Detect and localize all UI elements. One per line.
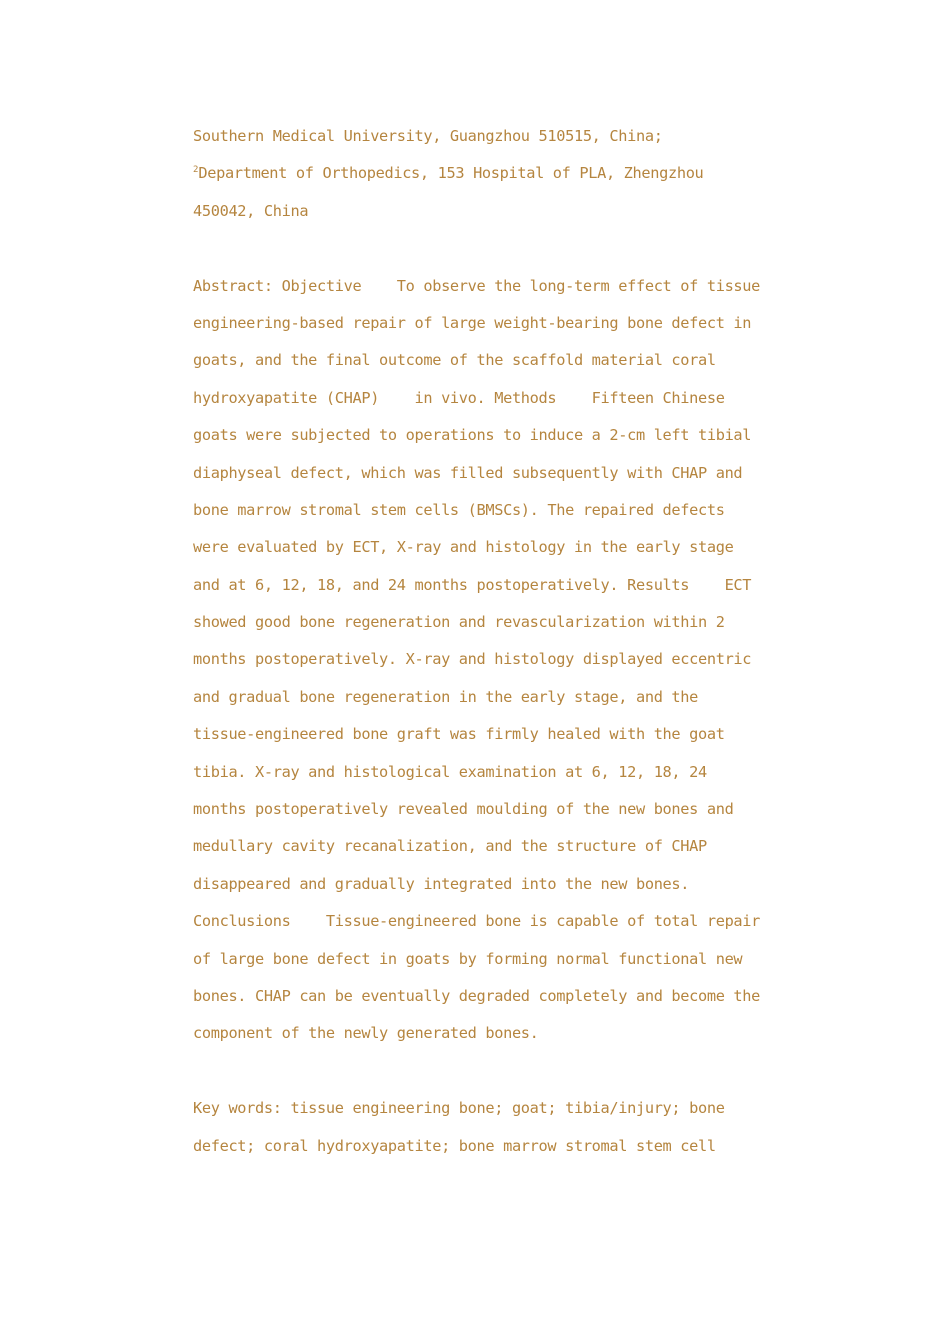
abstract-line: tibia. X-ray and histological examination at 6, 12, 18, 24 [193, 762, 707, 781]
abstract-line: months postoperatively. X-ray and histology displayed eccentric [193, 650, 752, 669]
abstract-line: bones. CHAP can be eventually degraded completely and become the [193, 986, 761, 1005]
abstract-line: were evaluated by ECT, X-ray and histology in the early stage [193, 538, 734, 557]
abstract-line: showed good bone regeneration and revascularization within 2 [193, 613, 725, 632]
spacer [193, 230, 773, 267]
abstract-line: Conclusions Tissue-engineered bone is capable of total repair [193, 912, 761, 931]
keywords-line: defect; coral hydroxyapatite; bone marrow stromal stem cell [193, 1136, 716, 1155]
spacer [193, 1053, 773, 1090]
affiliation-line-2-text: Department of Orthopedics, 153 Hospital of PLA, Zhengzhou [198, 164, 704, 183]
affiliation-line-2 [193, 155, 773, 192]
abstract-line: disappeared and gradually integrated into the new bones. [193, 874, 690, 893]
abstract-line: months postoperatively revealed moulding of the new bones and [193, 800, 734, 819]
abstract-line: of large bone defect in goats by forming normal functional new [193, 949, 743, 968]
abstract-line: Abstract: Objective To observe the long-term effect of tissue [193, 276, 761, 295]
keywords-block [193, 1090, 773, 1165]
abstract-block [193, 268, 773, 1053]
affiliation-line-3: 450042, China [193, 201, 309, 220]
abstract-line: engineering-based repair of large weight-bearing bone defect in [193, 313, 752, 332]
abstract-line: bone marrow stromal stem cells (BMSCs). The repaired defects [193, 500, 725, 519]
affiliations-block [193, 118, 773, 230]
affiliation-superscript: 2 [193, 165, 199, 176]
abstract-line: and gradual bone regeneration in the early stage, and the [193, 687, 698, 706]
abstract-line: goats, and the final outcome of the scaffold material coral [193, 351, 716, 370]
abstract-line: hydroxyapatite (CHAP) in vivo. Methods Fifteen Chinese [193, 388, 725, 407]
document-page [193, 118, 773, 1165]
keywords-line: Key words: tissue engineering bone; goat; tibia/injury; bone [193, 1099, 725, 1118]
affiliation-line-1: Southern Medical University, Guangzhou 510515, China; [193, 127, 663, 145]
abstract-line: and at 6, 12, 18, and 24 months postoperatively. Results ECT [193, 575, 752, 594]
abstract-line: component of the newly generated bones. [193, 1024, 539, 1043]
abstract-line: diaphyseal defect, which was filled subsequently with CHAP and [193, 463, 743, 482]
abstract-line: tissue-engineered bone graft was firmly healed with the goat [193, 725, 725, 744]
abstract-line: medullary cavity recanalization, and the structure of CHAP [193, 837, 707, 856]
abstract-line: goats were subjected to operations to induce a 2-cm left tibial [193, 426, 752, 445]
